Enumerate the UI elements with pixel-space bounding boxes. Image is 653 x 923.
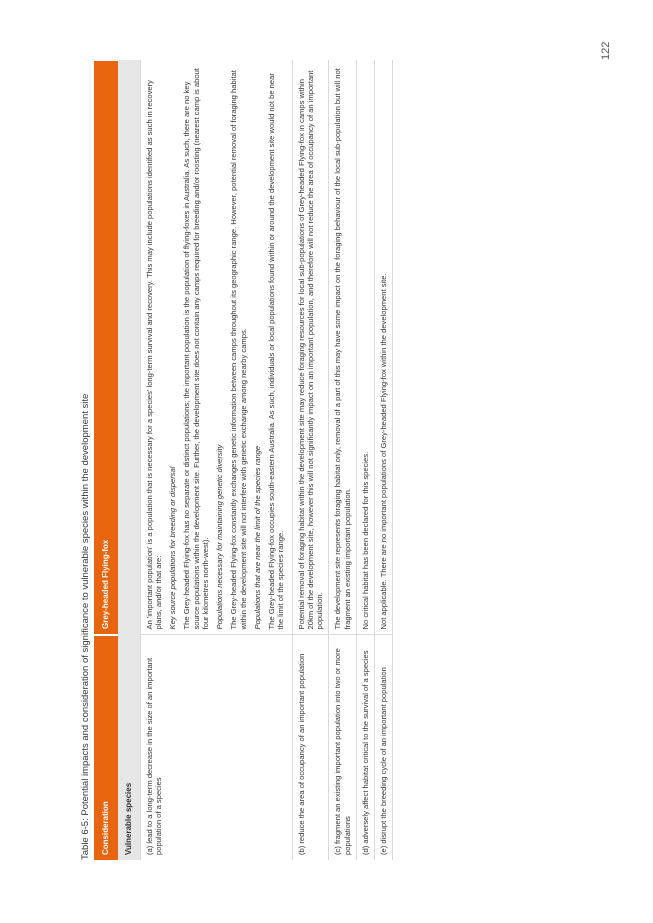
header-row [94,60,118,860]
significance-cell: Potential removal of foraging habitat within the development site may reduce foraging resources for local sub-populations of Grey-headed Flying-fox in camps within 20km of the development site, however this will not significantly impact on an important population, and therefore will not reduce the area of occupancy of an important population. [292,60,329,635]
significance-cell: The development site represents foraging habitat only, removal of a part of this may have some impact on the foraging behaviour of the local sub-population but will not fragment an existing important population. [329,60,357,635]
page-number: 122 [600,41,612,60]
subheading: Populations necessary for maintaining genetic diversity [215,444,224,630]
group-row [118,60,140,860]
table-row [375,60,393,860]
subheading: Populations that are near the limit of the species range [252,445,262,630]
rotated-content [80,60,535,860]
significance-cell: Not applicable. There are no important populations of Grey-headed Flying-fox within the development site. [375,60,393,635]
significance-table [94,59,393,860]
consideration-cell: (c) fragment an existing important population into two or more populations [329,635,357,860]
header-species: Grey-headed Flying-fox [94,60,118,635]
consideration-cell: (a) lead to a long-term decrease in the size of an important population of a species [140,635,292,860]
table-row [140,60,292,860]
table-row [356,60,374,860]
table-row [292,60,329,860]
paragraph: The Grey-headed Flying-fox has no separate or distinct populations; the important population is the population of flying-foxes in Australia. As such, there are no key source populations within the development site. Further, the development site does not contain any camps required for breeding and/or roosting (nearest camp is about four kilometres north-west). [182,68,210,630]
header-consideration: Consideration [94,635,118,860]
significance-cell [140,60,292,635]
group-label: Vulnerable species [118,60,140,860]
table-row [329,60,357,860]
consideration-cell: (d) adversely affect habitat critical to the survival of a species [356,635,374,860]
table-caption: Table 6-5: Potential impacts and consideration of significance to vulnerable species within the development site [80,393,91,860]
consideration-cell: (b) reduce the area of occupancy of an important population [292,635,329,860]
consideration-cell: (e) disrupt the breeding cycle of an important population [375,635,393,860]
subheading: Key source populations for breeding or dispersal [168,466,177,630]
paragraph: The Grey-headed Flying-fox occupies south-eastern Australia. As such, individuals or local populations found within or around the development site would not be near the limit of the species range. [267,73,286,630]
paragraph: The Grey-headed Flying-fox constantly exchanges genetic information between camps throughout its geographic range. However, potential removal of foraging habitat within the development site will not interfere with genetic exchange among nearby camps. [229,70,248,630]
paragraph: An 'important population' is a population that is necessary for a species' long-term survival and recovery. This may include populations identified as such in recovery plans, and/or that are: [144,80,163,630]
significance-cell: No critical habitat has been declared for this species. [356,60,374,635]
